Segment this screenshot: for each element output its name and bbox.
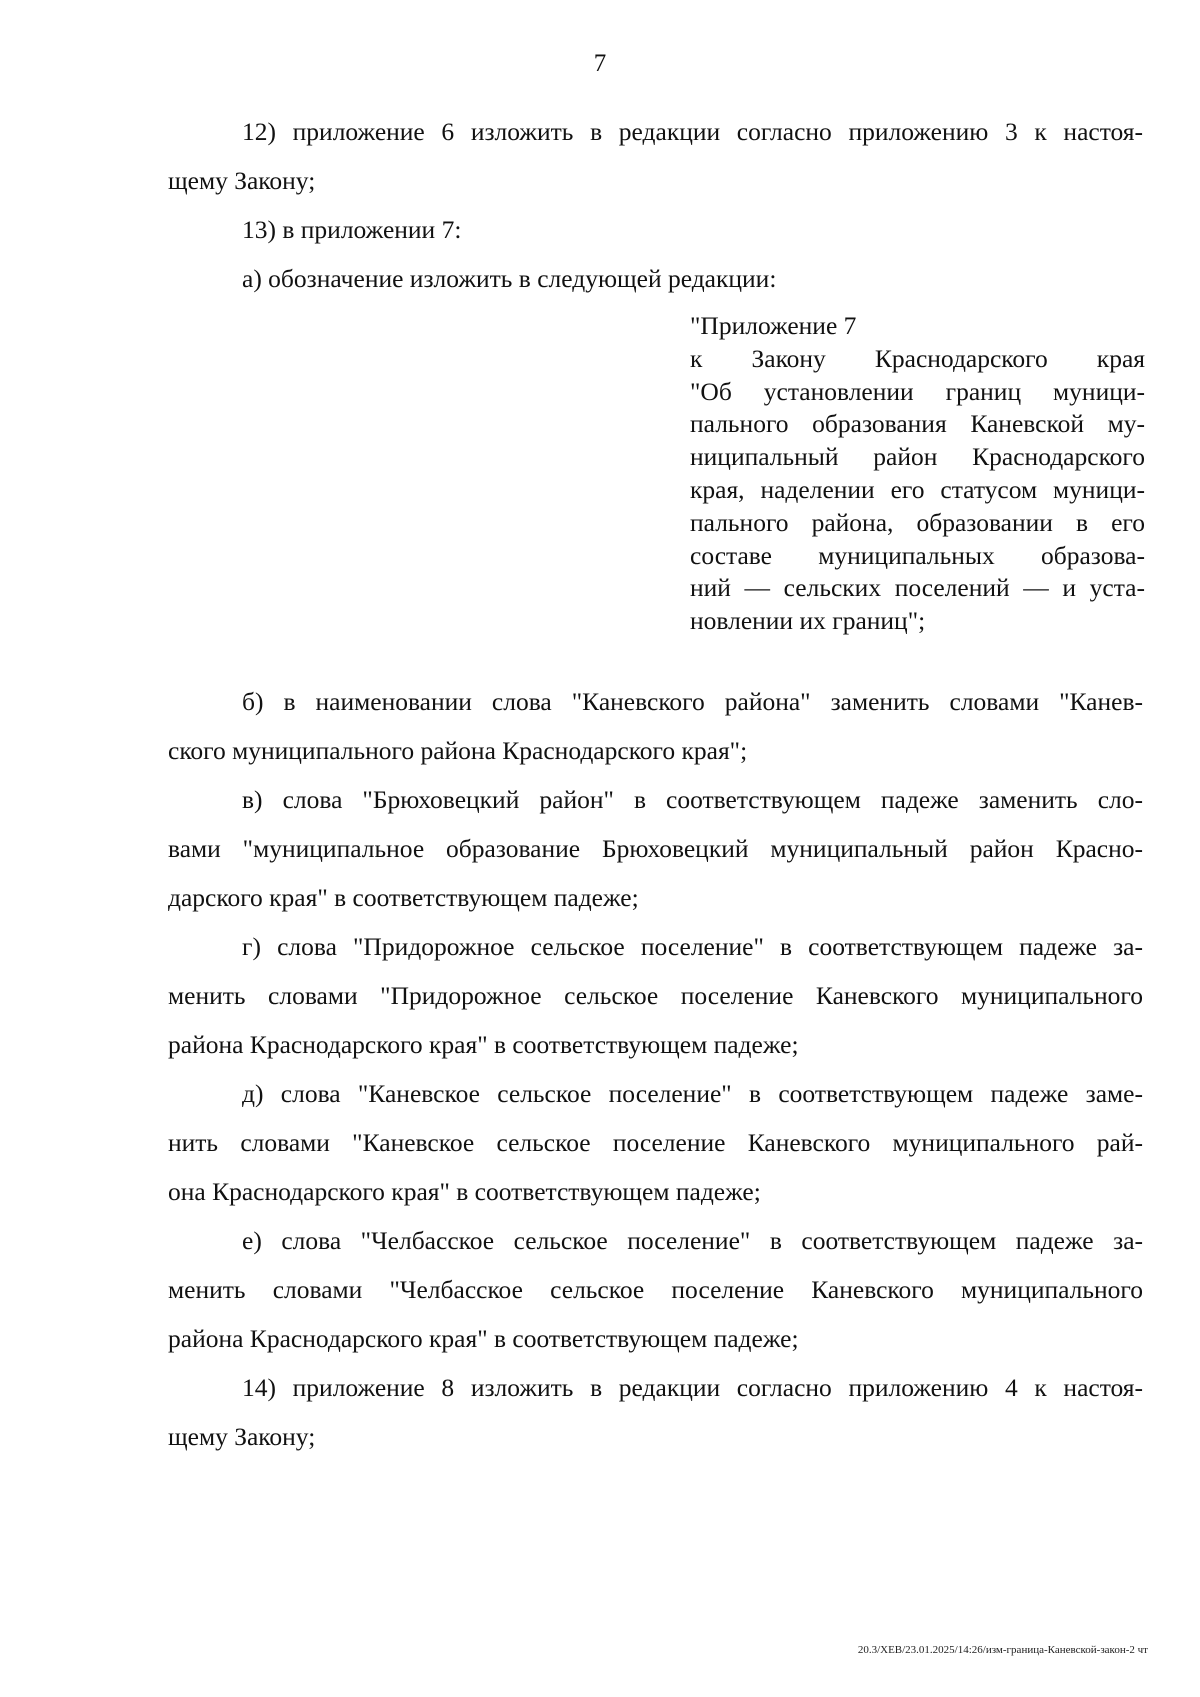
- paragraph-v: [168, 775, 1143, 922]
- paragraph-line: е) слова "Челбасское сельское поселение" в соответствующем падеже за-: [242, 1226, 1143, 1255]
- annex-line: составе муниципальных образова-: [690, 540, 1145, 570]
- paragraph-d: [168, 1069, 1143, 1216]
- paragraph-line: д) слова "Каневское сельское поселение" в соответствующем падеже заме-: [242, 1079, 1143, 1108]
- paragraph-line: менить словами "Челбасское сельское поселение Каневского муниципального: [168, 1275, 1143, 1304]
- paragraph-line: менить словами "Придорожное сельское поселение Каневского муниципального: [168, 981, 1143, 1010]
- paragraph-line: 13) в приложении 7:: [242, 215, 462, 244]
- annex-line: ниципальный район Краснодарского: [690, 442, 1145, 472]
- paragraph-line: г) слова "Придорожное сельское поселение" в соответствующем падеже за-: [242, 932, 1143, 961]
- paragraph-13: [168, 205, 1143, 254]
- annex-line: новлении их границ";: [690, 606, 926, 636]
- annex-line: пального образования Каневской му-: [690, 409, 1145, 439]
- paragraph-b: [168, 677, 1143, 775]
- paragraph-line: б) в наименовании слова "Каневского района" заменить словами "Канев-: [242, 687, 1143, 716]
- bottom-paragraphs: [168, 677, 1143, 1461]
- paragraph-line: 12) приложение 6 изложить в редакции согласно приложению 3 к настоя-: [242, 117, 1143, 146]
- paragraph-line: щему Закону;: [168, 1422, 316, 1451]
- paragraph-line: в) слова "Брюховецкий район" в соответствующем падеже заменить сло-: [242, 785, 1143, 814]
- annex-line: к Закону Краснодарского края: [690, 343, 1145, 373]
- document-footer-code: 20.3/ХЕВ/23.01.2025/14:26/изм-граница-Каневской-закон-2 чт: [857, 1644, 1148, 1656]
- annex-line: края, наделении его статусом муници-: [690, 474, 1145, 504]
- paragraph-g: [168, 922, 1143, 1069]
- paragraph-line: дарского края" в соответствующем падеже;: [168, 883, 639, 912]
- paragraph-line: нить словами "Каневское сельское поселение Каневского муниципального рай-: [168, 1128, 1143, 1157]
- annex-line: "Приложение 7: [690, 311, 857, 340]
- paragraph-12: [168, 107, 1143, 205]
- paragraph-line: района Краснодарского края" в соответствующем падеже;: [168, 1030, 799, 1059]
- paragraph-line: щему Закону;: [168, 166, 316, 195]
- paragraph-line: она Краснодарского края" в соответствующем падеже;: [168, 1177, 761, 1206]
- paragraph-e: [168, 1216, 1143, 1363]
- page-number: 7: [593, 50, 607, 77]
- paragraph-a: [168, 254, 1143, 303]
- annex-header-block: [690, 310, 1145, 638]
- annex-line: ний — сельских поселений — и уста-: [690, 573, 1145, 603]
- annex-line: "Об установлении границ муници-: [690, 376, 1145, 406]
- paragraph-line: 14) приложение 8 изложить в редакции согласно приложению 4 к настоя-: [242, 1373, 1143, 1402]
- paragraph-line: вами "муниципальное образование Брюховецкий муниципальный район Красно-: [168, 834, 1143, 863]
- annex-line: пального района, образовании в его: [690, 507, 1145, 537]
- top-paragraphs: [168, 107, 1143, 303]
- paragraph-line: а) обозначение изложить в следующей редакции:: [242, 264, 777, 293]
- paragraph-14: [168, 1363, 1143, 1461]
- paragraph-line: района Краснодарского края" в соответствующем падеже;: [168, 1324, 799, 1353]
- paragraph-line: ского муниципального района Краснодарского края";: [168, 736, 748, 765]
